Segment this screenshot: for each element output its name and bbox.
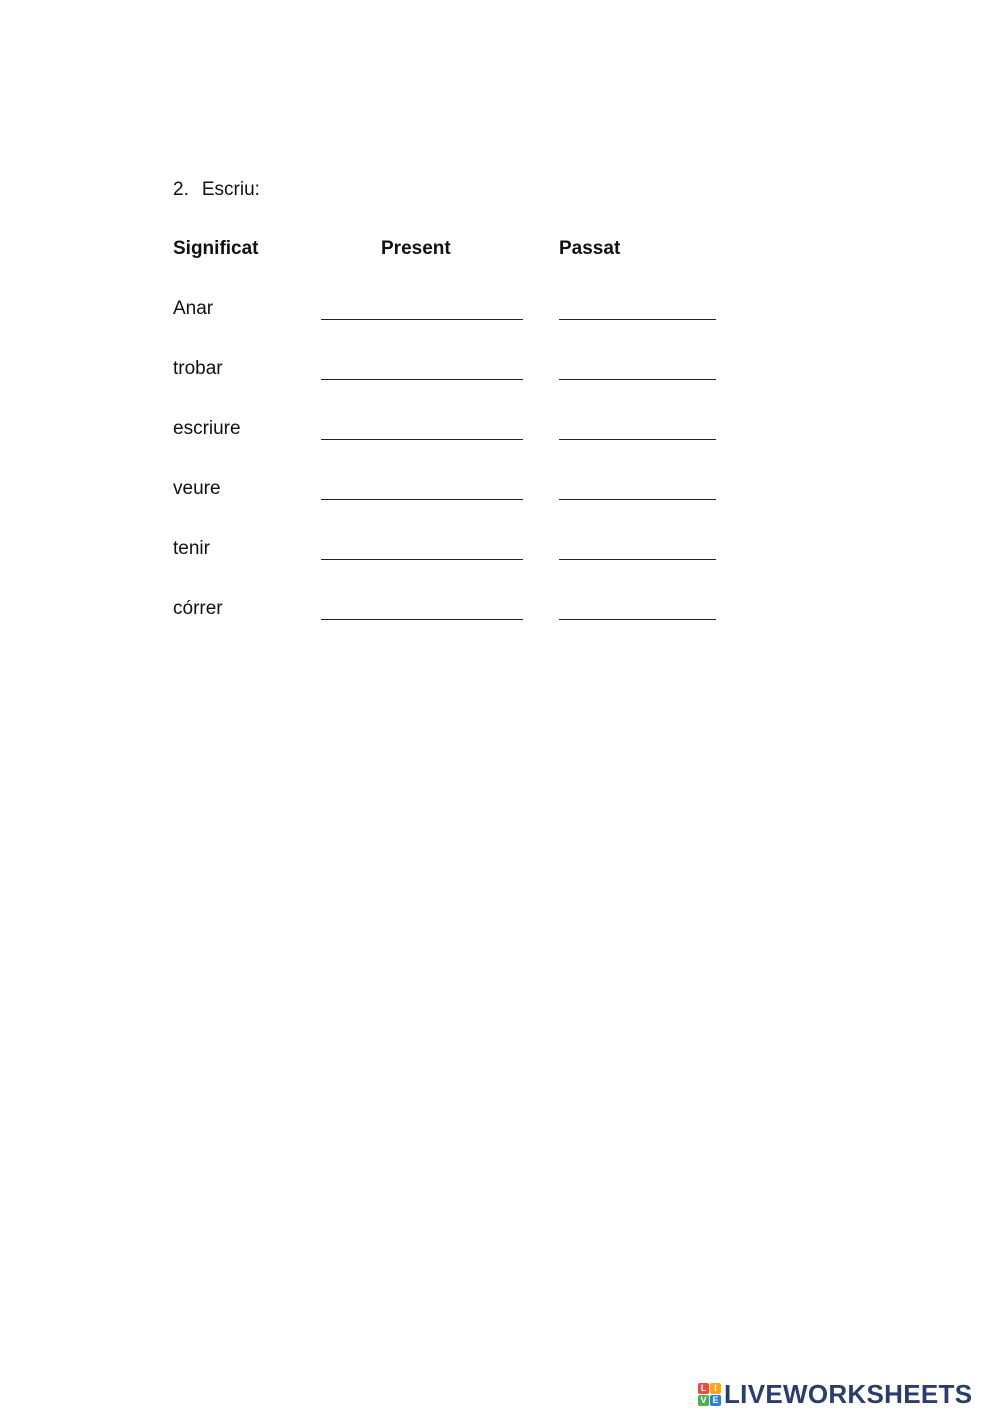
exercise-instruction: Escriu:: [201, 179, 260, 200]
present-answer-input[interactable]: [321, 477, 523, 497]
passat-answer-input[interactable]: [559, 357, 716, 377]
exercise-number: 2.: [173, 179, 189, 200]
present-answer-input[interactable]: [321, 537, 523, 557]
present-answer-blank[interactable]: [321, 559, 523, 560]
liveworksheets-branding: [698, 1380, 972, 1408]
passat-answer-input[interactable]: [559, 297, 716, 317]
passat-answer-blank[interactable]: [559, 319, 716, 320]
present-answer-input[interactable]: [321, 357, 523, 377]
table-row: [0, 598, 1000, 628]
present-answer-input[interactable]: [321, 597, 523, 617]
table-row: [0, 478, 1000, 508]
passat-answer-input[interactable]: [559, 477, 716, 497]
exercise-title: [173, 179, 260, 201]
liveworksheets-logo-icon: [698, 1383, 721, 1406]
present-answer-blank[interactable]: [321, 379, 523, 380]
passat-answer-input[interactable]: [559, 597, 716, 617]
present-answer-blank[interactable]: [321, 619, 523, 620]
present-answer-blank[interactable]: [321, 439, 523, 440]
table-row: [0, 298, 1000, 328]
brand-name: LIVEWORKSHEETS: [724, 1379, 973, 1409]
logo-tile: L: [698, 1383, 709, 1394]
column-header-passat: Passat: [559, 238, 621, 259]
verb-label: córrer: [173, 598, 223, 619]
logo-tile: V: [698, 1395, 709, 1406]
passat-answer-blank[interactable]: [559, 439, 716, 440]
passat-answer-blank[interactable]: [559, 379, 716, 380]
table-row: [0, 358, 1000, 388]
passat-answer-blank[interactable]: [559, 559, 716, 560]
table-row: [0, 418, 1000, 448]
passat-answer-blank[interactable]: [559, 499, 716, 500]
column-header-present: Present: [381, 238, 451, 259]
verb-label: trobar: [173, 358, 223, 379]
table-row: [0, 538, 1000, 568]
logo-tile: I: [710, 1383, 721, 1394]
column-header-significat: Significat: [173, 238, 259, 259]
present-answer-blank[interactable]: [321, 319, 523, 320]
verb-label: veure: [173, 478, 221, 499]
verb-label: Anar: [173, 298, 214, 319]
passat-answer-input[interactable]: [559, 537, 716, 557]
verb-label: escriure: [173, 418, 241, 439]
verb-label: tenir: [173, 538, 210, 559]
logo-tile: E: [710, 1395, 721, 1406]
present-answer-blank[interactable]: [321, 499, 523, 500]
passat-answer-input[interactable]: [559, 417, 716, 437]
passat-answer-blank[interactable]: [559, 619, 716, 620]
present-answer-input[interactable]: [321, 297, 523, 317]
present-answer-input[interactable]: [321, 417, 523, 437]
